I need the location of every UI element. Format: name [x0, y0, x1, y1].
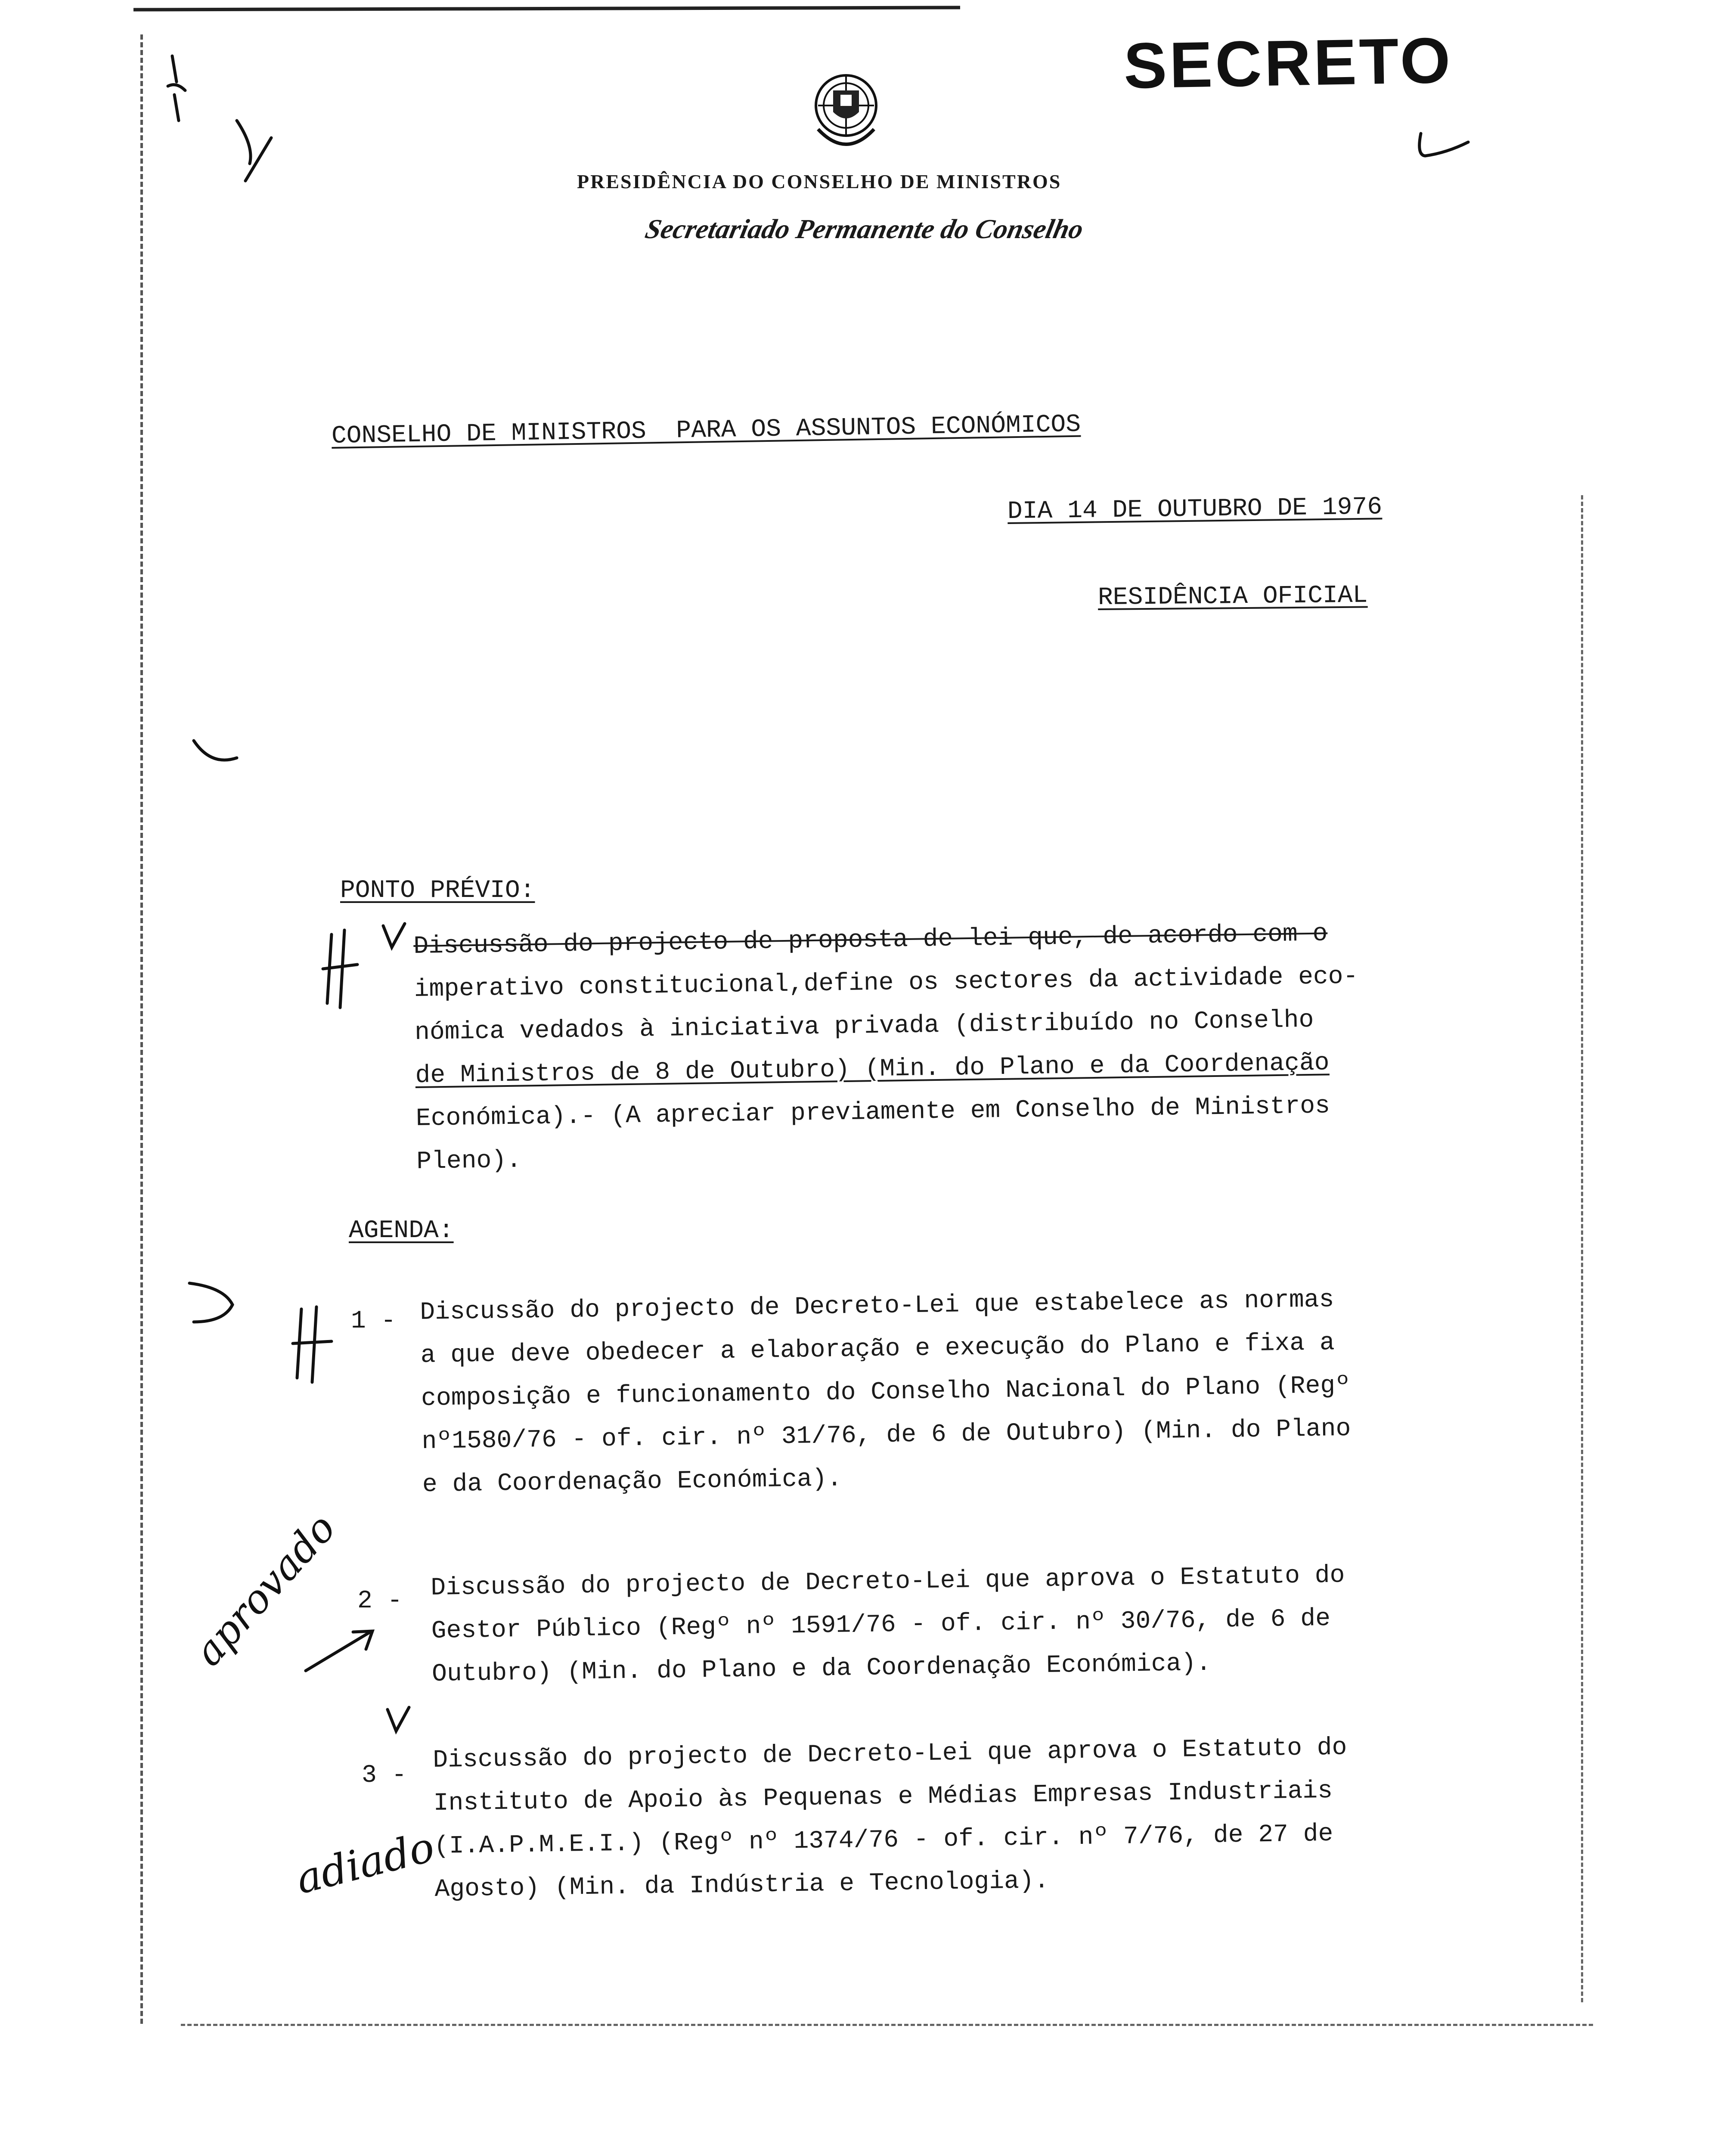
prior-line-4: de Ministros de 8 de Outubro) (Min. do Plano e da Coordenação [415, 1049, 1330, 1090]
handwritten-mark-stroke [232, 112, 284, 189]
item1-line-1: Discussão do projecto de Decreto-Lei que estabelece as normas [419, 1286, 1334, 1327]
secretariat-header: Secretariado Permanente do Conselho [642, 214, 1086, 244]
meeting-location: RESIDÊNCIA OFICIAL [1097, 581, 1368, 612]
secret-stamp: SECRETO [1123, 24, 1454, 102]
item2-line-3: Outubro) (Min. do Plano e da Coordenação Económica). [431, 1649, 1212, 1688]
prior-line-5: Económica).- (A apreciar previamente em Conselho de Ministros [415, 1092, 1330, 1133]
check-tick-prior [379, 921, 409, 956]
margin-arc-mark [181, 1270, 245, 1335]
page-edge-right [1581, 495, 1585, 2002]
meeting-date: DIA 14 DE OUTUBRO DE 1976 [1007, 493, 1383, 526]
item1-line-4: nº1580/76 - of. cir. nº 31/76, de 6 de Outubro) (Min. do Plano [422, 1415, 1351, 1456]
item1-line-3: composição e funcionamento do Conselho Nacional do Plano (Regº [421, 1371, 1351, 1413]
item3-line-1: Discussão do projecto de Decreto-Lei que aprova o Estatuto do [432, 1734, 1347, 1775]
handwritten-mark-top-left [155, 47, 207, 133]
page-edge-top [133, 6, 960, 11]
handwritten-initial-prior [319, 926, 370, 1012]
item3-line-2: Instituto de Apoio às Pequenas e Médias Empresas Industriais [433, 1777, 1333, 1818]
item2-line-2: Gestor Público (Regº nº 1591/76 - of. cir. nº 30/76, de 6 de [431, 1604, 1331, 1645]
margin-bracket-mark [185, 732, 245, 784]
agenda-item-1-number: 1 - [351, 1307, 396, 1335]
prior-line-3: nómica vedados à iniciativa privada (distribuído no Conselho [414, 1006, 1314, 1047]
page-edge-left [140, 34, 145, 2024]
coat-of-arms-emblem [809, 65, 883, 155]
item1-line-2: a que deve obedecer a elaboração e execução do Plano e fixa a [420, 1329, 1335, 1370]
prior-line-2: imperativo constitucional,define os sectores da actividade eco- [414, 962, 1358, 1004]
item3-line-4: Agosto) (Min. da Indústria e Tecnologia). [434, 1867, 1049, 1904]
page-edge-bottom [181, 2024, 1593, 2026]
presidency-header: PRESIDÊNCIA DO CONSELHO DE MINISTROS [577, 171, 1062, 192]
corner-check-mark [1412, 129, 1472, 164]
agenda-item-3-number: 3 - [362, 1762, 407, 1790]
handwritten-note-deferred: adiado [291, 1822, 439, 1904]
handwritten-initial-item1 [288, 1300, 344, 1387]
council-title: CONSELHO DE MINISTROS PARA OS ASSUNTOS ECONÓMICOS [331, 410, 1081, 450]
prior-point-heading: PONTO PRÉVIO: [340, 877, 535, 905]
handwritten-arrow [301, 1619, 379, 1679]
item2-line-1: Discussão do projecto de Decreto-Lei que aprova o Estatuto do [430, 1561, 1345, 1602]
item1-line-5: e da Coordenação Económica). [422, 1465, 842, 1499]
agenda-heading: AGENDA: [349, 1217, 454, 1245]
check-tick-item3 [383, 1705, 413, 1740]
handwritten-note-approved: aprovado [185, 1505, 345, 1675]
agenda-item-2-number: 2 - [357, 1587, 403, 1615]
item3-line-3: (I.A.P.M.E.I.) (Regº nº 1374/76 - of. cir. nº 7/76, de 27 de [434, 1820, 1333, 1861]
prior-line-1: Discussão do projecto de proposta de lei que, de acordo com o [413, 920, 1328, 961]
prior-line-6: Pleno). [416, 1146, 522, 1176]
